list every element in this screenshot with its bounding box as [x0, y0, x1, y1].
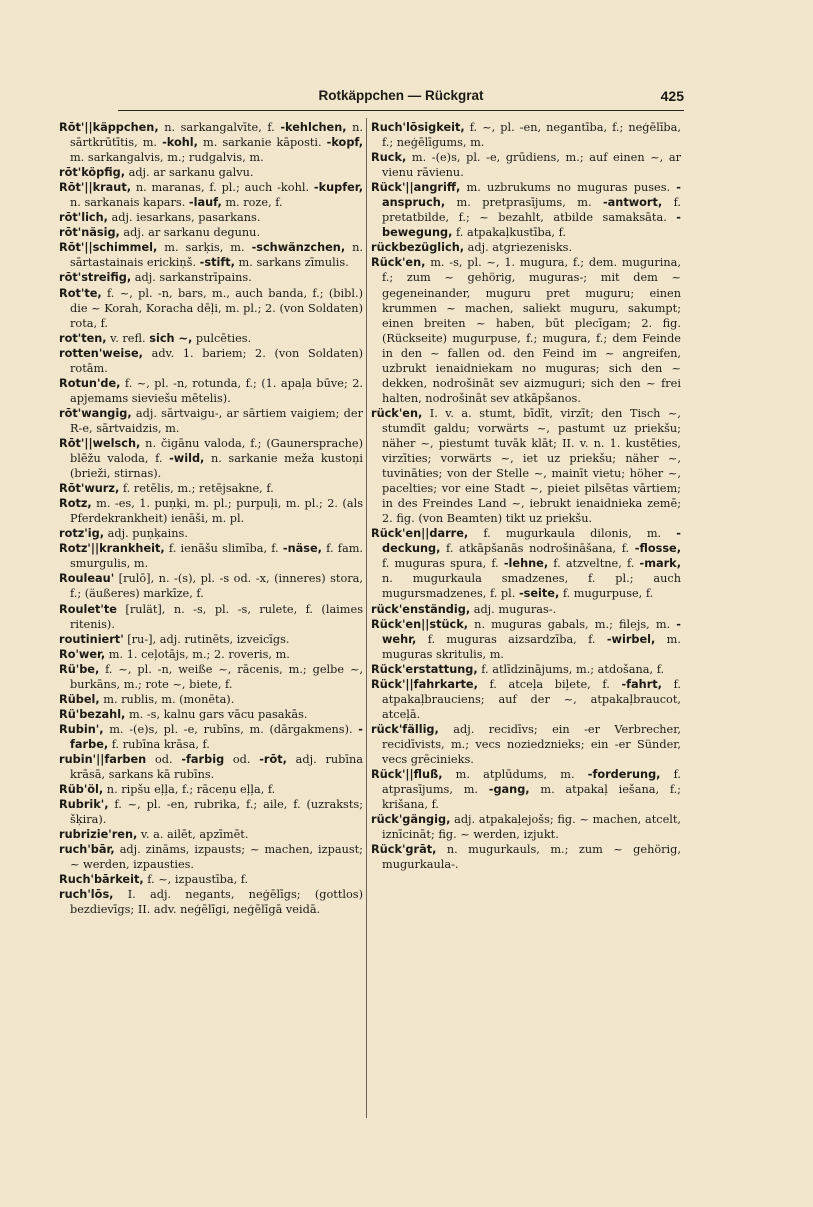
entry-text: adj. recidīvs; ein -er Verbrecher, recidīvists, m.; vecs noziedznieks; ein -er Sünder, vecs grēcinieks.	[382, 722, 681, 766]
entry-text: n. sarkanie meža kustoņi (brieži, stirnas).	[70, 452, 363, 481]
entry-headword: Rotz,	[59, 497, 92, 511]
dictionary-entry	[59, 120, 363, 165]
entry-headword: Rück'||fluß,	[371, 768, 443, 782]
entry-headword: -deckung,	[382, 527, 681, 556]
entry-text: adj. ar sarkanu galvu.	[125, 166, 254, 180]
dictionary-entry	[371, 120, 681, 150]
entry-headword: rück'gängig,	[371, 813, 451, 827]
entry-text: v. refl.	[106, 331, 150, 345]
entry-headword: -fahrt,	[621, 677, 662, 691]
dictionary-entry	[59, 210, 363, 225]
entry-text: m. sarkangalvis, m.; rudgalvis, m.	[70, 151, 264, 165]
entry-text: m. -(e)s, pl. -e, grūdiens, m.; auf einen ~, ar vienu rāvienu.	[382, 151, 681, 180]
entry-text: v. a. ailēt, apzīmēt.	[137, 828, 249, 842]
entry-text: n. ripšu eļļa, f.; rāceņu eļļa, f.	[103, 783, 276, 797]
entry-headword: Rotz'||krankheit,	[59, 542, 165, 556]
entry-text: m. atpakaļ iešana, f.; krišana, f.	[382, 783, 681, 812]
entry-headword: -forderung,	[587, 768, 661, 782]
entry-headword: rubin'||farben	[59, 752, 147, 766]
entry-headword: -farbig	[181, 752, 225, 766]
dictionary-entry	[59, 526, 363, 541]
entry-headword: Rot'te,	[59, 286, 102, 300]
dictionary-entry	[59, 752, 363, 782]
entry-headword: -schwänzchen,	[251, 241, 346, 255]
entry-text: m. -s, pl. ~, 1. mugura, f.; dem. mugurina, f.; zum ~ gehörig, muguras-; mit dem ~ gegeneinander, muguru pret muguru; einen krummen ~ machen, saliekt muguru, sakumpt; einen breiten ~ haben, būt plecīgam; 2. fig. (Rückseite) mugurpuse, f.; mugura, f.; dem Feinde in den ~ fallen od. den Feind im ~ angreifen, uzbrukt ienaidniekam no muguras; sich den ~ dekken, nodrošināt sev aizmuguri; sich den ~ frei halten, nodrošināt sev atkāpšanos.	[382, 256, 681, 405]
entry-headword: Rōt'wurz,	[59, 482, 120, 496]
dictionary-entry	[59, 406, 363, 436]
entry-text: adj. muguras-.	[470, 602, 557, 616]
entry-headword: Ruch'bārkeit,	[59, 873, 144, 887]
entry-headword: Rück'en||darre,	[371, 527, 469, 541]
entry-text: adj. atpakaļejošs; fig. ~ machen, atcelt, iznīcināt; fig. ~ werden, izjukt.	[382, 813, 681, 842]
entry-headword: sich ~,	[149, 331, 193, 345]
entry-headword: Roulet'te	[59, 602, 117, 616]
entry-headword: Rōt'||kraut,	[59, 181, 132, 195]
entry-headword: -wild,	[169, 452, 205, 466]
entry-text: f. rubīna krāsa, f.	[108, 737, 210, 751]
entry-text: adj. zināms, izpausts; ~ machen, izpaust; ~ werden, izpausties.	[70, 843, 363, 872]
dictionary-entry	[59, 286, 363, 331]
entry-headword: rotz'ig,	[59, 527, 105, 541]
entry-text: f. ienāšu slimība, f.	[164, 542, 283, 556]
dictionary-entry	[59, 722, 363, 752]
entry-text: m. sarķis, m.	[157, 241, 252, 255]
entry-headword: Rotun'de,	[59, 376, 121, 390]
entry-text: I. v. a. stumt, bīdīt, virzīt; den Tisch ~, stumdīt galdu; vorwärts ~, pastumt uz priekšu; näher ~, piestumt tuvāk klāt; II. v. n. 1. kustēties, virzīties; vorwärts ~, iet uz priekšu; näher ~, tuvināties; von der Stelle ~, mainīt vietu; höher ~, pacelties; vor eine Stadt ~, pieiet pilsētas vārtiem; in des Freindes Land ~, iebrukt ienaidnieka zemē; 2. fig. (von Beamten) tikt uz priekšu.	[382, 406, 681, 526]
entry-text: n. sarkangalvīte, f.	[158, 121, 281, 134]
dictionary-entry	[59, 602, 363, 632]
entry-text: adj. puņķains.	[104, 527, 188, 541]
entry-text: f. atkāpšanās nodrošināšana, f.	[440, 542, 635, 556]
dictionary-entry	[371, 812, 681, 842]
left-column	[59, 120, 363, 917]
entry-headword: -lauf,	[188, 196, 222, 210]
page-header	[118, 86, 684, 110]
entry-text: adj. iesarkans, pasarkans.	[107, 211, 261, 225]
entry-headword: -stift,	[199, 256, 235, 270]
right-column	[371, 120, 681, 872]
entry-headword: -wirbel,	[606, 632, 656, 646]
entry-text: m. uzbrukums no muguras puses.	[460, 181, 677, 195]
entry-text: f. muguras spura, f.	[382, 557, 504, 571]
entry-text: f. atzveltne, f.	[548, 557, 640, 571]
dictionary-entry	[371, 180, 681, 240]
entry-headword: -näse,	[282, 542, 322, 556]
entry-text: adv. 1. bariem; 2. (von Soldaten) rotām.	[70, 346, 363, 375]
entry-headword: Rübel,	[59, 692, 100, 706]
entry-text: m. muguras skritulis, m.	[382, 632, 681, 661]
entry-headword: -wehr,	[382, 617, 681, 646]
entry-text: [rulät], n. -s, pl. -s, rulete, f. (laimes ritenis).	[70, 602, 363, 631]
dictionary-entry	[59, 827, 363, 842]
dictionary-entry	[59, 346, 363, 376]
entry-text: f. mugurkaula dilonis, m.	[468, 527, 677, 541]
entry-headword: Rück'||angriff,	[371, 181, 461, 195]
dictionary-entry	[59, 376, 363, 406]
entry-text: [ru-], adj. rutinēts, izveicīgs.	[123, 632, 290, 646]
entry-text: m. pretprasījums, m.	[445, 196, 603, 210]
entry-text: adj. sārtvaigu-, ar sārtiem vaigiem; der R-e, sārtvaidzis, m.	[70, 406, 363, 435]
entry-headword: -kupfer,	[313, 181, 363, 195]
header-rule	[118, 110, 684, 111]
entry-headword: -rōt,	[259, 752, 287, 766]
entry-headword: Rōt'||schimmel,	[59, 241, 158, 255]
entry-text: f. pretatbilde, f.; ~ bezahlt, atbilde samaksāta.	[382, 196, 682, 225]
entry-headword: Rück'en,	[371, 256, 426, 270]
column-divider	[366, 118, 367, 1118]
entry-text: f. mugurpuse, f.	[559, 587, 654, 601]
entry-text: pulcēties.	[192, 331, 252, 345]
entry-headword: -anspruch,	[382, 181, 681, 210]
entry-text: f. ~, pl. -n, rotunda, f.; (1. apaļa būve; 2. apjemams sieviešu mētelis).	[70, 376, 363, 405]
entry-text: [rulō], n. -(s), pl. -s od. -x, (inneres) stora, f.; (äußeres) markīze, f.	[70, 572, 363, 601]
entry-text: f. retēlis, m.; retējsakne, f.	[119, 482, 274, 496]
dictionary-entry	[371, 617, 681, 662]
entry-text: m. sarkanie kāposti.	[197, 136, 327, 150]
dictionary-entry	[59, 165, 363, 180]
entry-text: f. atprasījums, m.	[382, 768, 681, 797]
dictionary-entry	[371, 255, 681, 405]
entry-text: od.	[224, 752, 260, 766]
entry-headword: rück'enständig,	[371, 602, 471, 616]
dictionary-entry	[59, 496, 363, 526]
entry-headword: rot'ten,	[59, 331, 107, 345]
entry-headword: -farbe,	[70, 722, 363, 751]
entry-headword: -kopf,	[326, 136, 363, 150]
entry-headword: Rück'||fahrkarte,	[371, 677, 478, 691]
dictionary-entry	[59, 436, 363, 481]
dictionary-entry	[371, 240, 681, 255]
entry-headword: Rōt'||käppchen,	[59, 121, 159, 134]
dictionary-entry	[59, 180, 363, 210]
entry-text: m. 1. ceļotājs, m.; 2. roveris, m.	[105, 647, 290, 661]
entry-text: f. atpakaļkustība, f.	[452, 226, 566, 240]
entry-text: n. sarkanais kapars.	[70, 196, 189, 210]
entry-headword: Rü'be,	[59, 662, 100, 676]
entry-headword: Rüb'öl,	[59, 783, 104, 797]
entry-headword: Rōt'||welsch,	[59, 436, 141, 450]
dictionary-entry	[371, 406, 681, 526]
entry-text: adj. ar sarkanu degunu.	[119, 226, 261, 240]
entry-headword: rōt'wangig,	[59, 406, 132, 420]
dictionary-entry	[371, 150, 681, 180]
entry-headword: Ruch'lōsigkeit,	[371, 121, 465, 134]
entry-text: m. roze, f.	[221, 196, 283, 210]
entry-headword: rubrizie'ren,	[59, 828, 138, 842]
entry-text: n. mugurkauls, m.; zum ~ gehörig, mugurkaula-.	[382, 843, 681, 872]
entry-text: m. atplūdums, m.	[442, 768, 588, 782]
entry-text: f. ~, pl. -n, bars, m., auch banda, f.; (bibl.) die ~ Korah, Koracha dēļi, m. pl.; 2. (von Soldaten) rota, f.	[70, 286, 363, 330]
dictionary-entry	[59, 872, 363, 887]
dictionary-entry	[59, 662, 363, 692]
dictionary-entry	[59, 692, 363, 707]
dictionary-entry	[371, 677, 681, 722]
entry-text: n. sārtkrūtītis, m.	[70, 121, 364, 150]
entry-headword: routiniert'	[59, 632, 124, 646]
entry-text: adj. rubīna krāsā, sarkans kā rubīns.	[70, 752, 363, 782]
entry-headword: -seite,	[518, 587, 560, 601]
running-head: Rotkäppchen — Rückgrat	[318, 88, 484, 103]
dictionary-entry	[59, 331, 363, 346]
entry-text: f. ~, pl. -n, weiße ~, rācenis, m.; gelbe ~, burkāns, m.; rote ~, biete, f.	[70, 662, 363, 691]
entry-text: m. -(e)s, pl. -e, rubīns, m. (dārgakmens).	[103, 722, 359, 736]
entry-text: adj. sarkanstrīpains.	[131, 271, 252, 285]
entry-headword: -gang,	[488, 783, 530, 797]
entry-text: n. sārtastainais erickiņš.	[70, 241, 363, 270]
entry-headword: Rück'grāt,	[371, 843, 437, 857]
entry-headword: Ruck,	[371, 151, 407, 165]
dictionary-entry	[59, 240, 363, 270]
entry-text: f. ~, izpaustība, f.	[143, 873, 249, 887]
entry-headword: rōt'lich,	[59, 211, 108, 225]
entry-text: m. -es, 1. puņķi, m. pl.; purpuļi, m. pl.; 2. (als Pferdekrankheit) ienāši, m. pl.	[70, 497, 363, 526]
entry-headword: Ro'wer,	[59, 647, 106, 661]
dictionary-entry	[59, 842, 363, 872]
entry-text: m. -s, kalnu gars vācu pasakās.	[125, 707, 308, 721]
dictionary-entry	[371, 662, 681, 677]
entry-text: f. atpakaļbrauciens; auf der ~, atpakaļbraucot, atceļā.	[382, 677, 681, 721]
dictionary-entry	[371, 602, 681, 617]
entry-text: f. ~, pl. -en, rubrika, f.; aile, f. (uzraksts; šķira).	[70, 798, 363, 827]
entry-headword: -antwort,	[602, 196, 663, 210]
entry-headword: rōt'näsig,	[59, 226, 120, 240]
dictionary-entry	[59, 647, 363, 662]
dictionary-entry	[59, 225, 363, 240]
entry-text: n. čigānu valoda, f.; (Gaunersprache) blēžu valoda, f.	[70, 436, 363, 466]
entry-text: od.	[146, 752, 182, 766]
entry-text: adj. atgriezenisks.	[464, 241, 573, 255]
entry-headword: Rubrik',	[59, 798, 109, 812]
entry-headword: Rück'en||stück,	[371, 617, 469, 631]
entry-headword: -lehne,	[503, 557, 549, 571]
entry-headword: ruch'bār,	[59, 843, 115, 857]
entry-headword: rōt'köpfig,	[59, 166, 125, 180]
dictionary-entry	[59, 707, 363, 722]
entry-headword: Rü'bezahl,	[59, 707, 126, 721]
dictionary-entry	[59, 887, 363, 917]
entry-headword: -mark,	[639, 557, 681, 571]
dictionary-entry	[371, 722, 681, 767]
entry-text: f. muguras aizsardzība, f.	[416, 632, 607, 646]
dictionary-entry	[59, 782, 363, 797]
entry-headword: Rück'erstattung,	[371, 662, 478, 676]
dictionary-entry	[371, 842, 681, 872]
entry-text: I. adj. negants, neģēlīgs; (gottlos) bezdievīgs; II. adv. neģēlīgi, neģēlīgā veidā.	[70, 888, 363, 917]
dictionary-entry	[371, 526, 681, 601]
entry-headword: Rubin',	[59, 722, 104, 736]
entry-text: n. maranas, f. pl.; auch -kohl.	[131, 181, 314, 195]
entry-text: m. sarkans zīmulis.	[234, 256, 349, 270]
page-number: 425	[660, 88, 684, 104]
entry-headword: rotten'weise,	[59, 346, 143, 360]
entry-text: f. atlīdzinājums, m.; atdošana, f.	[477, 662, 665, 676]
entry-text: n. muguras gabals, m.; filejs, m.	[468, 617, 677, 631]
dictionary-entry	[59, 632, 363, 647]
entry-headword: rück'en,	[371, 406, 423, 420]
entry-headword: ruch'lōs,	[59, 888, 114, 902]
entry-text: f. fam. smurgulis, m.	[70, 542, 363, 571]
dictionary-entry	[371, 767, 681, 812]
entry-text: n. mugurkaula smadzenes, f. pl.; auch mugursmadzenes, f. pl.	[382, 572, 681, 601]
entry-text: m. rublis, m. (monēta).	[99, 692, 235, 706]
entry-headword: rückbezüglich,	[371, 241, 465, 255]
entry-headword: rück'fällig,	[371, 722, 439, 736]
entry-headword: rōt'streifig,	[59, 271, 132, 285]
entry-headword: -flosse,	[634, 542, 681, 556]
entry-headword: -kohl,	[162, 136, 198, 150]
entry-text: f. atceļa biļete, f.	[477, 677, 622, 691]
dictionary-entry	[59, 481, 363, 496]
entry-headword: Rouleau'	[59, 572, 115, 586]
entry-headword: -bewegung,	[382, 211, 681, 240]
dictionary-entry	[59, 797, 363, 827]
entry-headword: -kehlchen,	[280, 121, 347, 134]
dictionary-entry	[59, 571, 363, 601]
dictionary-entry	[59, 541, 363, 571]
entry-text: f. ~, pl. -en, negantība, f.; neģēlība, f.; neģēlīgums, m.	[382, 121, 681, 150]
dictionary-entry	[59, 270, 363, 285]
